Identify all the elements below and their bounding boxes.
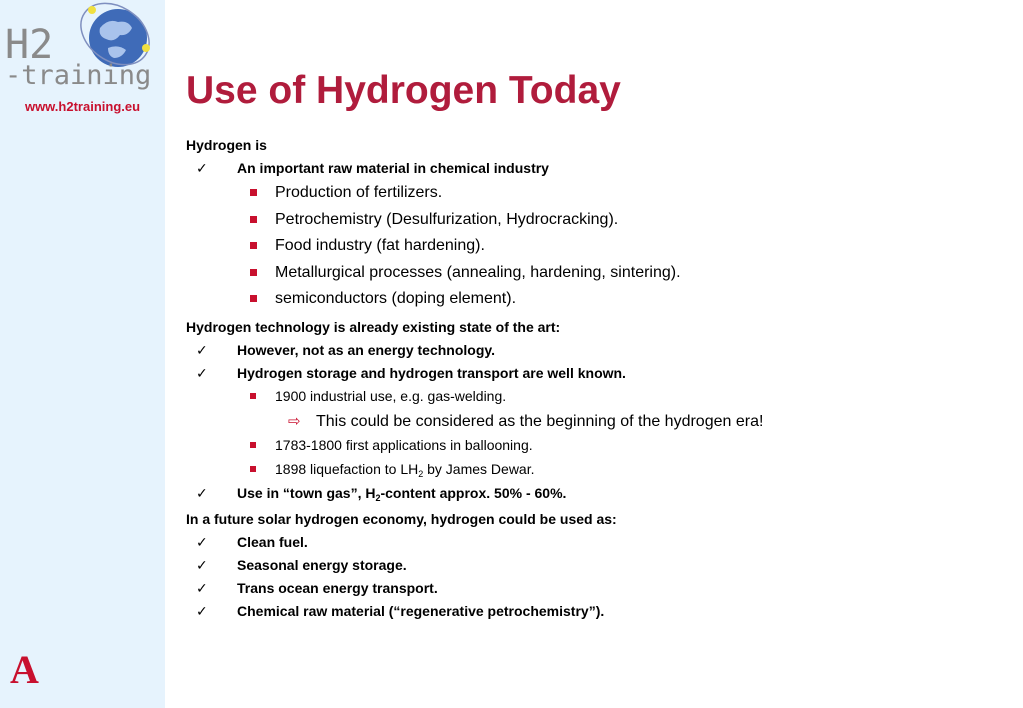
text-part: -content approx. 50% - 60%. (380, 484, 567, 501)
text-part: Use in “town gas”, H (237, 484, 376, 501)
check-item-text: Hydrogen storage and hydrogen transport are well known. (237, 364, 626, 381)
bullet-item (186, 262, 1006, 289)
h2-training-logo (0, 0, 165, 95)
section-heading: Hydrogen is (186, 137, 267, 153)
check-item-text: Clean fuel. (237, 533, 308, 550)
check-icon: ✓ (196, 579, 208, 596)
check-item-text: However, not as an energy technology. (237, 341, 496, 358)
square-bullet-icon (250, 442, 256, 448)
bullet-item-text: Food industry (fat hardening). (275, 237, 485, 254)
check-item (186, 484, 1006, 507)
arrow-item-text: This could be considered as the beginning of the hydrogen era! (316, 412, 764, 430)
square-bullet-icon (250, 242, 257, 249)
bullet-item-text (275, 461, 535, 477)
check-item (186, 602, 1006, 625)
check-icon: ✓ (196, 484, 208, 501)
text-part: 1898 liquefaction to LH (275, 460, 419, 477)
section-heading: Hydrogen technology is already existing state of the art: (186, 318, 561, 335)
check-item (186, 533, 1006, 556)
check-item (186, 341, 1006, 364)
check-item-text: Chemical raw material (“regenerative petrochemistry”). (237, 602, 605, 619)
bullet-item-text: semiconductors (doping element). (275, 290, 517, 307)
bullet-item (186, 288, 1006, 315)
arrow-item (186, 411, 1006, 436)
slide-title: Use of Hydrogen Today (186, 69, 621, 112)
bullet-item-text: Petrochemistry (Desulfurization, Hydrocracking). (275, 210, 619, 228)
bullet-item-text: 1900 industrial use, e.g. gas-welding. (275, 387, 507, 404)
orbit-dot-right (142, 44, 150, 52)
logo-h2-text: H2 (5, 22, 54, 68)
subscript: 2 (418, 468, 424, 479)
bullet-item-text: Metallurgical processes (annealing, hardening, sintering). (275, 263, 681, 281)
orbit-dot-top (88, 6, 96, 14)
subscript: 2 (375, 492, 381, 503)
check-icon: ✓ (196, 341, 208, 358)
section-heading: In a future solar hydrogen economy, hydrogen could be used as: (186, 510, 617, 527)
sidebar (0, 0, 165, 708)
bullet-item (186, 209, 1006, 236)
square-bullet-icon (250, 216, 257, 223)
square-bullet-icon (250, 393, 256, 399)
check-item-text (237, 485, 566, 501)
check-item-text: An important raw material in chemical industry (237, 160, 549, 176)
bullet-item (186, 235, 1006, 262)
bullet-item-text: 1783-1800 first applications in ballooning. (275, 436, 533, 453)
square-bullet-icon (250, 189, 257, 196)
corner-logo-mark: A (10, 647, 39, 692)
site-url-link[interactable]: www.h2training.eu (24, 99, 141, 114)
check-icon: ✓ (196, 533, 208, 550)
bullet-item-text: Production of fertilizers. (275, 184, 443, 201)
check-icon: ✓ (196, 364, 208, 381)
check-item-text: Trans ocean energy transport. (237, 579, 438, 596)
square-bullet-icon (250, 466, 256, 472)
check-item-text: Seasonal energy storage. (237, 556, 407, 573)
check-item (186, 159, 1006, 182)
check-item (186, 556, 1006, 579)
bullet-item (186, 460, 1006, 484)
arrow-right-icon: ⇨ (288, 412, 301, 430)
slide-content (186, 136, 1006, 625)
check-icon: ✓ (196, 556, 208, 573)
text-part: by James Dewar. (423, 460, 535, 477)
square-bullet-icon (250, 269, 257, 276)
bullet-item (186, 436, 1006, 460)
bullet-item (186, 387, 1006, 411)
bullet-item (186, 182, 1006, 209)
check-icon: ✓ (196, 160, 208, 176)
check-icon: ✓ (196, 602, 208, 619)
check-item (186, 579, 1006, 602)
square-bullet-icon (250, 295, 257, 302)
logo-training-text: -training (5, 60, 152, 91)
check-item (186, 364, 1006, 387)
